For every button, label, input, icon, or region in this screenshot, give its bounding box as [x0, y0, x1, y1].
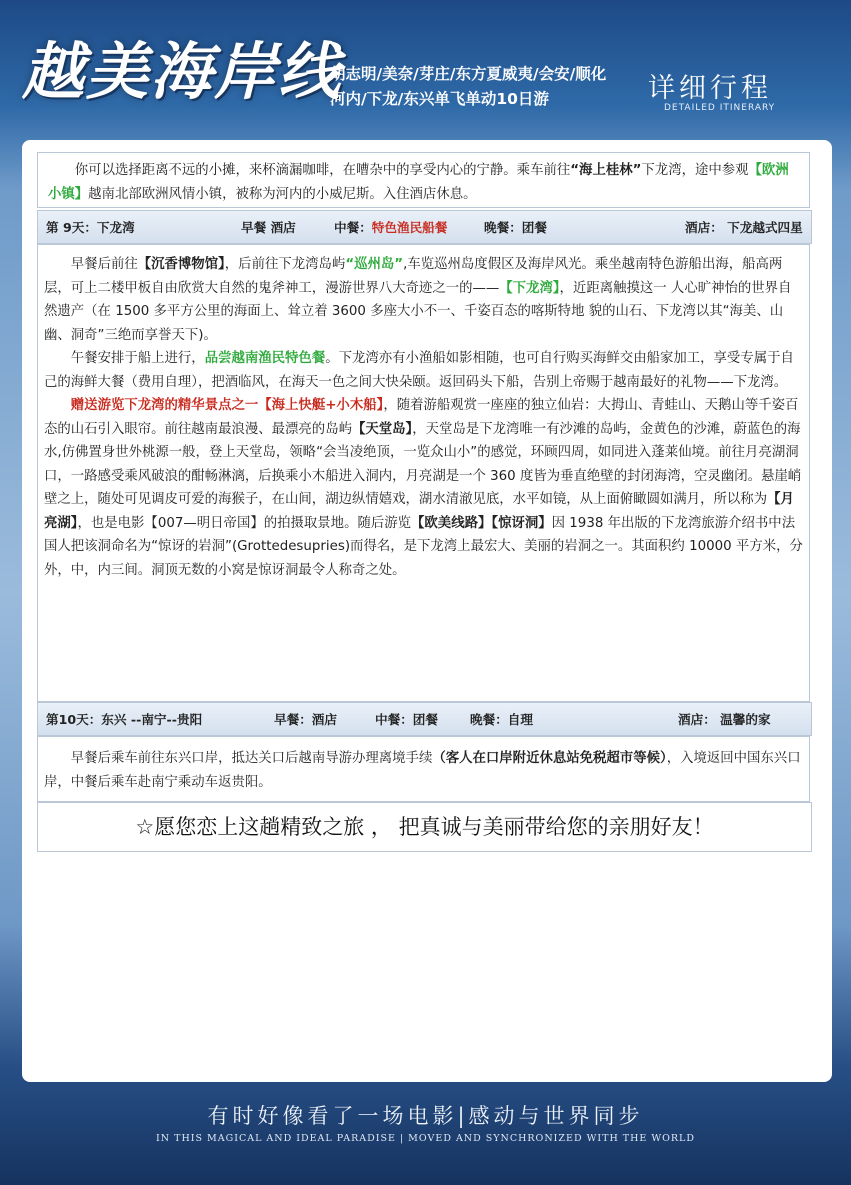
day9-text: ，天堂岛是下龙湾唯一有沙滩的岛屿，金黄色的沙滩，蔚蓝色的海水,仿佛置身世外桃源一般，登上天堂岛，领略“会当凌绝顶，一览众山小”的感觉，环顾四周，如同进入蓬莱仙境。前往月亮湖洞口，一路感受乘风破浪的酣畅淋漓，后换乘小木船进入洞内，月亮湖是一个 360 度皆为垂直绝壁的封闭海湾，空灵幽闭。悬崖峭壁之上，随处可见调皮可爱的海猴子，在山间，湖边纵情嬉戏，湖水清澈见底，水平如镜，从上面俯瞰圆如满月，所以称为: [44, 421, 802, 507]
day9-highlight: 【下龙湾】: [499, 280, 560, 296]
day9-text: ,车览巡州岛度假区及海岸风光。乘坐越南特色游船出海，船高两层，可上二楼甲板自由欣赏大自然的鬼斧神工，漫游世界八大奇迹之一的——: [44, 257, 783, 296]
day9-lunch: [334, 211, 447, 245]
day10-header: [37, 702, 812, 736]
day9-paragraph-2: [44, 347, 803, 394]
day10-text: ，入境返回中国东兴口岸，中餐后乘车赴南宁乘动车返贵阳。: [44, 751, 801, 790]
day10-lunch: 中餐：团餐: [375, 712, 438, 727]
day10-details: [37, 736, 810, 802]
page-header: [0, 0, 851, 140]
footer-slogan: 有时好像看了一场电影|感动与世界同步: [207, 1104, 644, 1128]
brand-logo: 越美海岸线: [22, 35, 343, 108]
intro-paragraph: [37, 152, 810, 208]
day9-details: [37, 244, 810, 702]
day9-dinner: 晚餐：团餐: [484, 220, 547, 235]
day9-breakfast: 早餐 酒店: [241, 220, 296, 235]
day9-highlight: 【欧美线路】【惊讶洞】: [411, 515, 552, 531]
day9-highlight: 【天堂岛】: [351, 421, 413, 437]
day9-text: ，随着游船观赏一座座的独立仙岩：大拇山、青蛙山、天鹅山等千姿百态的山石引入眼帘。前往越南最浪漫、最漂亮的岛屿: [44, 398, 799, 437]
destinations-line-2: 河内/下龙/东兴单飞单动10日游: [330, 90, 549, 108]
destinations-line-1: 胡志明/美奈/芽庄/东方夏威夷/会安/顺化: [330, 65, 607, 83]
footer-slogan-en: IN THIS MAGICAL AND IDEAL PARADISE | MOVED AND SYNCHRONIZED WITH THE WORLD: [156, 1133, 695, 1144]
day9-text: ，也是电影【007—明日帝国】的拍摄取景地。随后游览: [77, 515, 412, 531]
intro-text-1: 你可以选择距离不远的小摊，来杯滴漏咖啡，在嘈杂中的享受内心的宁静。乘车前往: [74, 163, 571, 178]
day10-hotel: 酒店： 温馨的家: [678, 712, 771, 727]
intro-highlight-town: 【欧洲小镇】: [48, 163, 789, 202]
itinerary-subtitle: DETAILED ITINERARY: [664, 103, 776, 113]
day9-paragraph-1: [44, 253, 803, 347]
day9-header: [37, 210, 812, 244]
destinations: [330, 62, 606, 112]
day10-title: 第10天：东兴 --南宁--贵阳: [46, 712, 203, 727]
day9-text: 。下龙湾亦有小渔船如影相随，也可自行购买海鲜交由船家加工，享受专属于自己的海鲜大餐（费用自理），把酒临风，在海天一色之间大快朵颐。返回码头下船，告别上帝赐于越南最好的礼物——下龙湾。: [44, 351, 794, 390]
day9-text: 因 1938 年出版的下龙湾旅游介绍书中法国人把该洞命名为“惊讶的岩洞”(Grottedesupries)而得名，是下龙湾上最宏大、美丽的岩洞之一。其面积约 10000 平方米，分外，中，内三间。洞顶无数的小窝是惊讶洞最令人称奇之处。: [44, 515, 803, 578]
day10-breakfast: 早餐：酒店: [274, 712, 337, 727]
closing-message: ☆愿您恋上这趟精致之旅 ， 把真诚与美丽带给您的亲朋好友！: [37, 802, 812, 852]
day9-text: 早餐后前往: [70, 257, 138, 272]
day9-lunch-label: 中餐：: [334, 220, 372, 235]
day9-paragraph-3: [44, 394, 803, 582]
day9-text: 午餐安排于船上进行，: [70, 351, 205, 366]
intro-text-3: 越南北部欧洲风情小镇，被称为河内的小威尼斯。入住酒店休息。: [88, 186, 477, 202]
day9-highlight: 【沉香博物馆】: [137, 257, 225, 272]
day9-highlight: “巡州岛”: [345, 257, 404, 272]
day9-highlight: 【月亮湖】: [44, 492, 794, 531]
day9-lunch-value: 特色渔民船餐: [371, 220, 448, 235]
intro-text-2: 下龙湾，途中参观: [641, 163, 749, 178]
day9-hotel: 酒店： 下龙越式四星: [685, 220, 803, 235]
day9-highlight: 赠送游览下龙湾的精华景点之一【海上快艇+小木船】: [70, 398, 384, 413]
day9-title: 第 9天：下龙湾: [46, 220, 135, 235]
intro-highlight-guilin: “海上桂林”: [570, 163, 642, 178]
day10-highlight: （客人在口岸附近休息站免税超市等候）: [432, 751, 667, 766]
itinerary-card: [22, 140, 832, 1082]
day9-highlight: 品尝越南渔民特色餐: [204, 351, 326, 366]
day10-paragraph: [44, 747, 803, 794]
day10-dinner: 晚餐：自理: [470, 712, 533, 727]
itinerary-title: 详细行程: [648, 73, 772, 104]
day10-text: 早餐后乘车前往东兴口岸，抵达关口后越南导游办理离境手续: [70, 751, 433, 766]
day9-text: ，近距离触摸这一 人心旷神怡的世界自然遗产（在 1500 多平方公里的海面上、耸立着 3600 多座大小不一、千姿百态的喀斯特地 貌的山石、下龙湾以其“海美、山幽、洞奇”三绝而享誉天下)。: [44, 280, 792, 343]
day9-text: ，后前往下龙湾岛屿: [224, 257, 346, 272]
